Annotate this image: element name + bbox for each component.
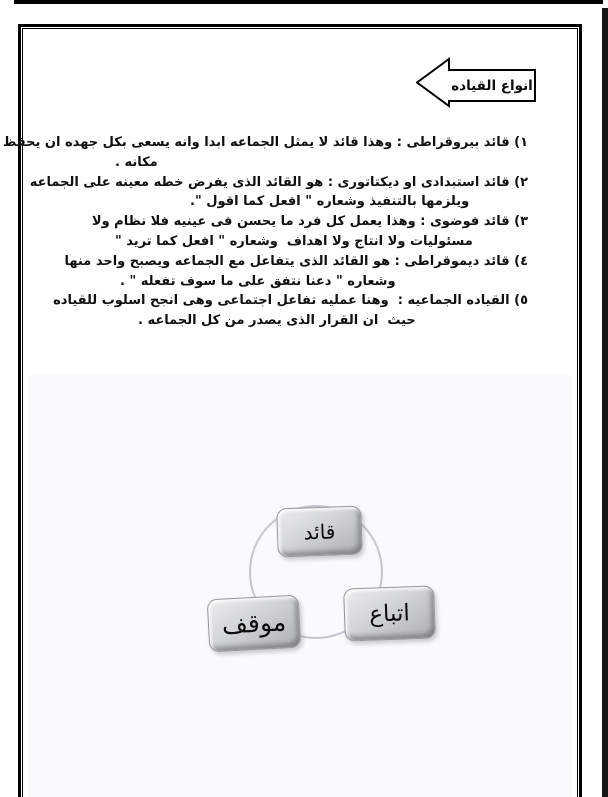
- scan-artifact-top: [14, 0, 603, 4]
- diagram-node-followers: [343, 585, 436, 641]
- diagram-node-leader: [276, 506, 363, 558]
- body-line-5-1: ٥) القياده الجماعيه : وهنا عمليه تفاعل اجتماعى وهى انجح اسلوب للقياده: [53, 293, 528, 309]
- diagram-node-situation: [207, 595, 302, 653]
- body-line-3-2: مسئوليات ولا انتاج ولا اهداف وشعاره " افعل كما تريد ": [115, 233, 473, 249]
- body-line-4-1: ٤) قائد ديموقراطى : هو القائد الذى يتفاعل مع الجماعه ويصبح واحد منها: [64, 253, 528, 269]
- body-line-1-1: ١) قائد بيروقراطى : وهذا قائد لا يمثل الجماعه ابدا وانه يسعى بكل جهده ان يحفظ: [2, 135, 528, 150]
- page-title: انواع القياده: [451, 78, 533, 94]
- diagram-node-leader-label: قائد: [303, 518, 336, 545]
- diagram-node-situation-label: موقف: [221, 607, 287, 640]
- body-line-3-1: ٣) قائد فوضوى : وهذا يعمل كل فرد ما يحسن فى عينيه فلا نظام ولا: [91, 214, 528, 230]
- body-line-4-2: وشعاره " دعنا نتفق على ما سوف تفعله " .: [120, 273, 396, 289]
- diagram-node-followers-label: اتباع: [368, 599, 411, 628]
- body-line-2-1: ٢) قائد استبدادى او ديكتاتورى : هو القائد الذى يفرض خطه معينه على الجماعه: [29, 174, 528, 190]
- body-line-5-2: حيث ان القرار الذى يصدر من كل الجماعه .: [138, 313, 416, 329]
- body-line-2-2: ويلزمها بالتنفيذ وشعاره " افعل كما اقول ".: [190, 194, 470, 210]
- scan-artifact-right: [602, 8, 608, 797]
- body-line-1-2: مكانه .: [115, 154, 158, 170]
- left-arrow-icon: [416, 57, 537, 108]
- body-text: [2, 133, 528, 331]
- title-arrow: [416, 57, 537, 108]
